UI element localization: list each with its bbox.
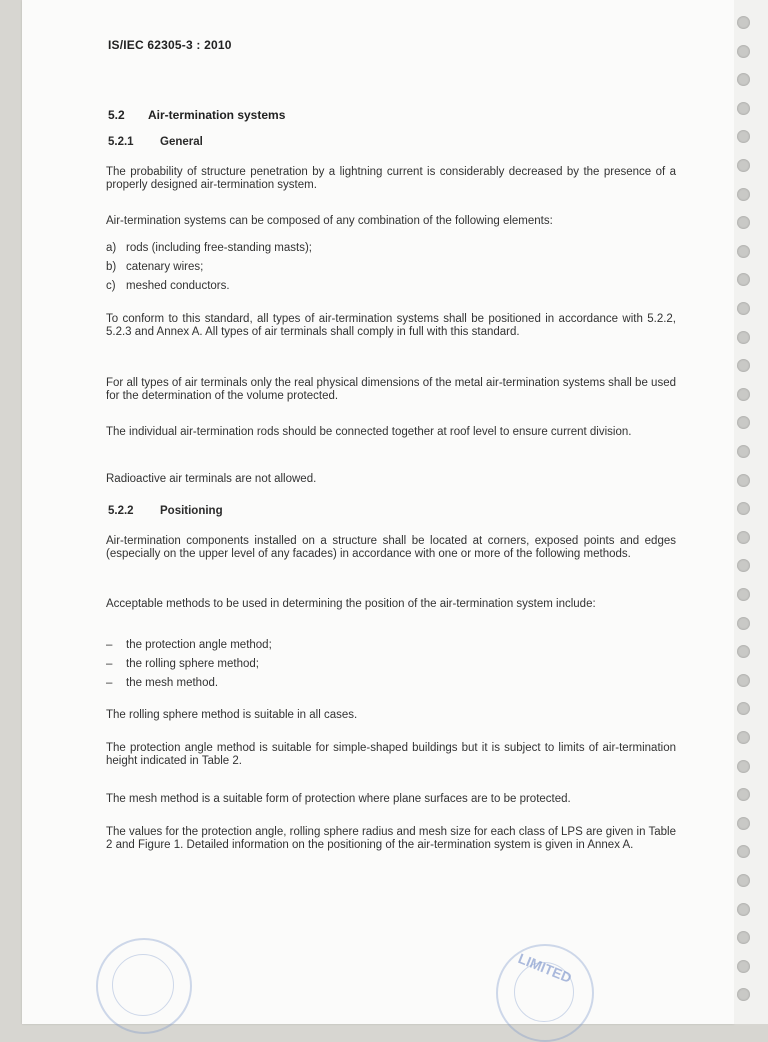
binding-hole [737, 617, 750, 630]
binding-hole [737, 817, 750, 830]
list-item: b) catenary wires; [106, 260, 204, 273]
paragraph-9: The rolling sphere method is suitable in all cases. [106, 709, 358, 721]
binding-hole [737, 903, 750, 916]
binding-hole [737, 474, 750, 487]
paragraph-5: The individual air-termination rods should be connected together at roof level to ensure current division. [106, 426, 632, 438]
list-item: – the rolling sphere method; [106, 657, 259, 670]
stamp-text: LIMITED [516, 950, 574, 986]
subsection-title: General [160, 136, 203, 148]
list-item: a) rods (including free-standing masts); [106, 242, 312, 254]
paragraph-3: To conform to this standard, all types of air-termination systems shall be positioned in accordance with 5.2.2, 5.2.3 and Annex A. All types of air terminals shall comply in full with this standard. [106, 313, 676, 339]
binding-hole [737, 331, 750, 344]
binding-hole [737, 588, 750, 601]
binding-hole [737, 188, 750, 201]
paragraph-1: The probability of structure penetration by a lightning current is considerably decreased by the presence of a properly designed air-termination system. [106, 166, 676, 192]
section-title: Air-termination systems [148, 108, 286, 122]
methods-list [106, 639, 666, 696]
company-stamp-inner-ring [514, 962, 574, 1022]
binding-hole [737, 674, 750, 687]
subsection-positioning-heading [108, 505, 223, 517]
document-header: IS/IEC 62305-3 : 2010 [108, 38, 232, 52]
paragraph-11: The mesh method is a suitable form of protection where plane surfaces are to be protected. [106, 793, 571, 805]
paragraph-4: For all types of air terminals only the real physical dimensions of the metal air-termination systems shall be used for the determination of the volume protected. [106, 377, 676, 403]
binding-hole [737, 960, 750, 973]
paragraph-10: The protection angle method is suitable for simple-shaped buildings but it is subject to limits of air-termination height indicated in Table 2. [106, 742, 676, 768]
binding-hole [737, 302, 750, 315]
binding-hole [737, 245, 750, 258]
binding-hole [737, 388, 750, 401]
binding-hole [737, 102, 750, 115]
section-number: 5.2 [108, 108, 125, 122]
section-heading [108, 108, 285, 122]
binding-hole [737, 731, 750, 744]
elements-list [106, 242, 666, 299]
binding-hole [737, 531, 750, 544]
subsection-number: 5.2.2 [108, 505, 134, 517]
subsection-general-heading [108, 136, 203, 148]
binding-hole [737, 45, 750, 58]
paragraph-12: The values for the protection angle, rolling sphere radius and mesh size for each class of LPS are given in Table 2 and Figure 1. Detailed information on the positioning of the air-termination system is given in Annex A. [106, 826, 676, 852]
list-item: c) meshed conductors. [106, 279, 230, 292]
binding-hole [737, 16, 750, 29]
binding-hole [737, 445, 750, 458]
list-item: – the mesh method. [106, 676, 219, 689]
paragraph-2: Air-termination systems can be composed of any combination of the following elements: [106, 215, 553, 227]
paragraph-8: Acceptable methods to be used in determining the position of the air-termination system include: [106, 598, 596, 610]
paragraph-7: Air-termination components installed on a structure shall be located at corners, exposed points and edges (especially on the upper level of any facades) in accordance with one or more of the following methods. [106, 535, 676, 561]
binding-hole [737, 159, 750, 172]
subsection-title: Positioning [160, 505, 223, 517]
paragraph-6: Radioactive air terminals are not allowed. [106, 473, 317, 485]
list-item: – the protection angle method; [106, 639, 272, 651]
binding-hole [737, 874, 750, 887]
subsection-number: 5.2.1 [108, 136, 134, 148]
binding-hole [737, 760, 750, 773]
faded-stamp-left-inner-ring [112, 954, 174, 1016]
